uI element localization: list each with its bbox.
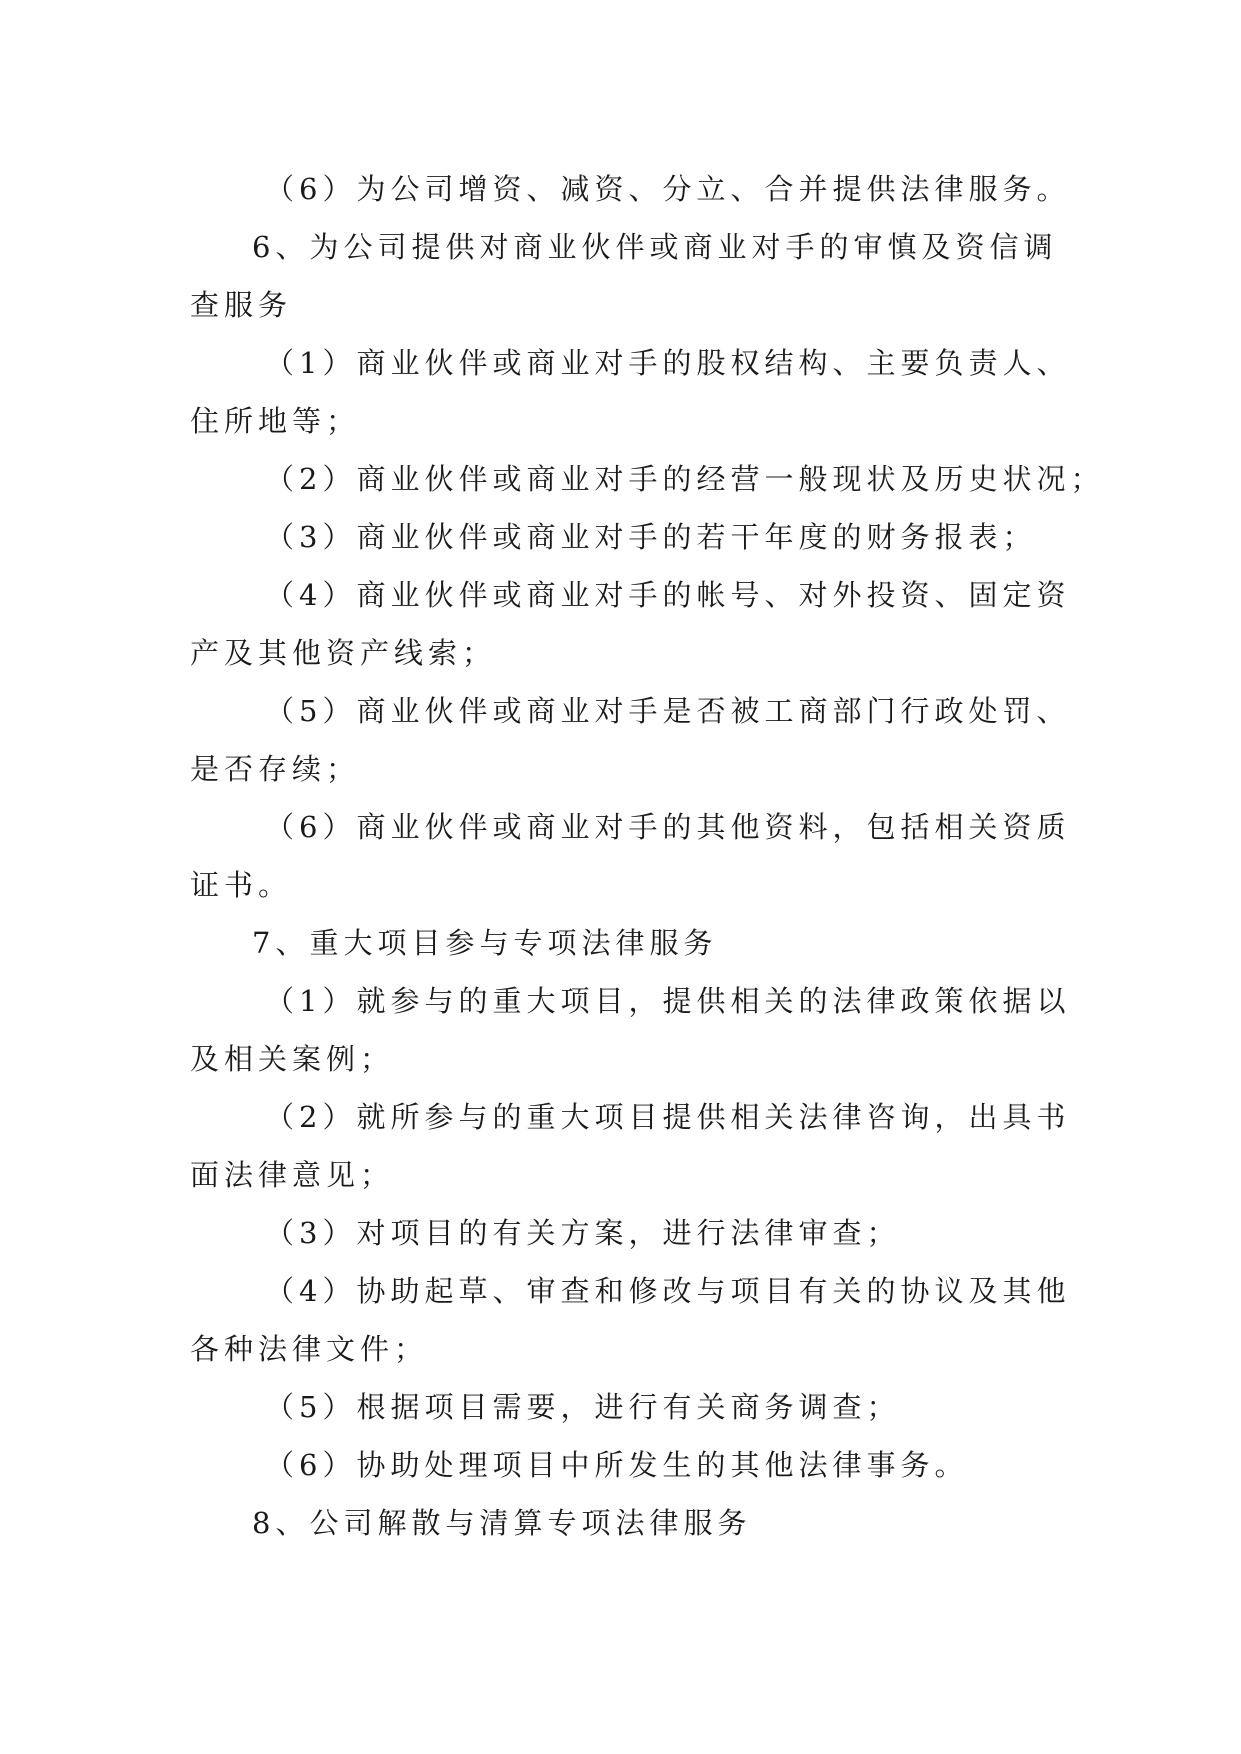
continuation-line: 查服务 <box>190 288 293 322</box>
item-line: （3）对项目的有关方案，进行法律审查； <box>265 1216 901 1250</box>
item-line: （3）商业伙伴或商业对手的若干年度的财务报表； <box>265 520 1037 554</box>
item-line: （5）根据项目需要，进行有关商务调查； <box>265 1390 901 1424</box>
section-heading-line: 7、重大项目参与专项法律服务 <box>252 926 718 960</box>
continuation-line: 住所地等； <box>190 404 361 438</box>
item-line: （5）商业伙伴或商业对手是否被工商部门行政处罚、 <box>265 694 1071 728</box>
item-line: （4）协助起草、审查和修改与项目有关的协议及其他 <box>265 1274 1071 1308</box>
item-line: （2）就所参与的重大项目提供相关法律咨询，出具书 <box>265 1100 1071 1134</box>
continuation-line: 面法律意见； <box>190 1158 395 1192</box>
item-line: （6）为公司增资、减资、分立、合并提供法律服务。 <box>265 172 1071 206</box>
item-line: （2）商业伙伴或商业对手的经营一般现状及历史状况； <box>265 462 1105 496</box>
item-line: （4）商业伙伴或商业对手的帐号、对外投资、固定资 <box>265 578 1071 612</box>
continuation-line: 各种法律文件； <box>190 1332 429 1366</box>
item-line: （1）商业伙伴或商业对手的股权结构、主要负责人、 <box>265 346 1071 380</box>
continuation-line: 是否存续； <box>190 752 361 786</box>
item-line: （1）就参与的重大项目，提供相关的法律政策依据以 <box>265 984 1071 1018</box>
item-line: （6）商业伙伴或商业对手的其他资料，包括相关资质 <box>265 810 1071 844</box>
document-body <box>190 160 1105 1552</box>
section-heading-line: 8、公司解散与清算专项法律服务 <box>252 1506 752 1540</box>
continuation-line: 证书。 <box>190 868 293 902</box>
continuation-line: 产及其他资产线索； <box>190 636 497 670</box>
continuation-line: 及相关案例； <box>190 1042 395 1076</box>
item-line: （6）协助处理项目中所发生的其他法律事务。 <box>265 1448 969 1482</box>
section-heading-line: 6、为公司提供对商业伙伴或商业对手的审慎及资信调 <box>252 230 1058 264</box>
